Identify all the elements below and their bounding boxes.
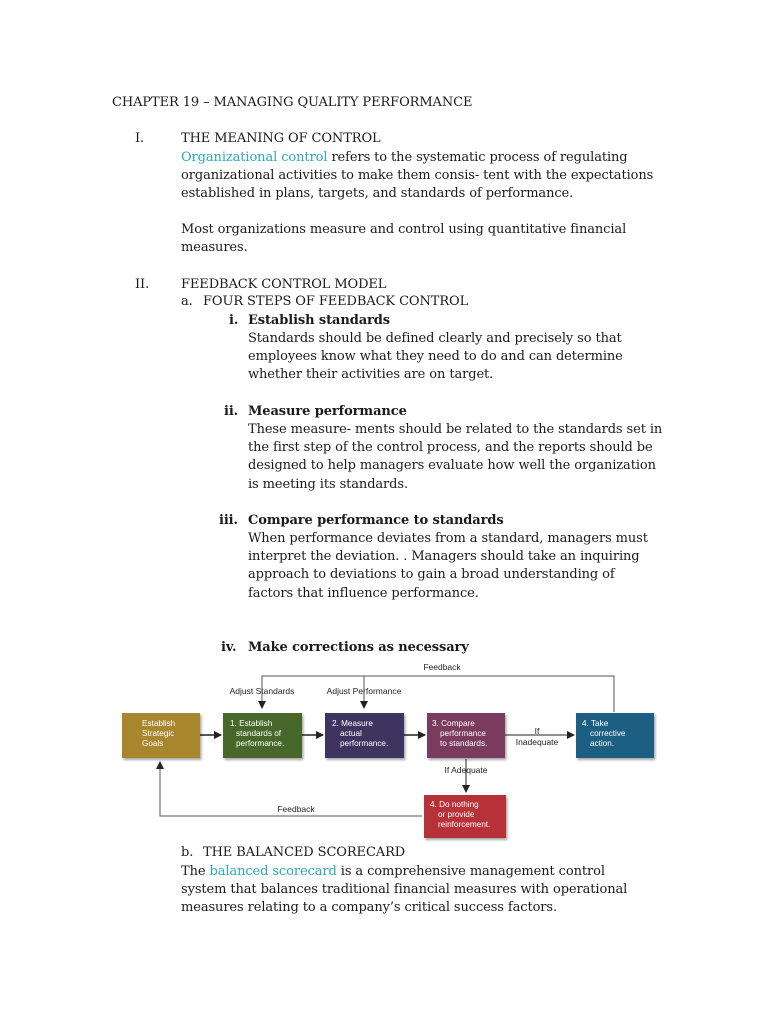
section-2-numeral: II. — [135, 277, 150, 292]
balanced-scorecard-term: balanced scorecard — [209, 864, 337, 879]
section-2-heading: FEEDBACK CONTROL MODEL — [181, 277, 387, 292]
svg-text:4. Do nothingor providereinfor: 4. Do nothing or provide reinforcement. — [430, 800, 491, 829]
box-strategic-goals — [122, 713, 200, 758]
section-1-paragraph-2: Most organizations measure and control using quantitative financial measures. — [181, 222, 627, 256]
svg-text:3. Compareperformanceto standa: 3. Compare performance to standards. — [432, 719, 488, 748]
organizational-control-term: Organizational control — [181, 150, 328, 165]
svg-text:4. Takecorrectiveaction.: 4. Take corrective action. — [582, 719, 626, 748]
if-label: If — [534, 726, 540, 736]
step-4-numeral: iv. — [221, 640, 237, 655]
svg-text:2. Measureactualperformance.: 2. Measure actual performance. — [332, 719, 389, 748]
step-1-numeral: i. — [229, 313, 239, 328]
feedback-top-label: Feedback — [423, 662, 461, 672]
balanced-scorecard-definition: The balanced scorecard is a comprehensive management control system that balances traditional financial measures with operational measures relating to a company’s critical success factors. — [181, 864, 628, 916]
svg-text:EstablishStrategicGoals: Establish Strategic Goals — [142, 719, 176, 748]
box-take-corrective-action — [576, 713, 654, 758]
section-1-definition: Organizational control refers to the systematic process of regulating organizational activities to make them consis- tent with the expectations established in plans, targets, and standards of performance. — [181, 150, 654, 202]
feedback-bottom-label: Feedback — [277, 804, 315, 814]
if-adequate-label: If Adequate — [444, 765, 488, 775]
step-3-body: When performance deviates from a standard, managers must interpret the deviation. . Managers should take an inquiring approach to deviations to gain a broad understanding of factors that influence performance. — [248, 531, 648, 601]
subsection-b-heading: THE BALANCED SCORECARD — [203, 845, 406, 860]
svg-text:1. Establishstandards ofperfor: 1. Establish standards of performance. — [230, 719, 285, 748]
step-1-title: Establish standards — [248, 313, 390, 328]
section-1-heading: THE MEANING OF CONTROL — [181, 131, 381, 146]
step-2-title: Measure performance — [248, 404, 407, 419]
subsection-a-letter: a. — [181, 294, 193, 309]
step-4-title: Make corrections as necessary — [248, 640, 469, 655]
box-do-nothing — [424, 795, 506, 838]
step-1-body: Standards should be defined clearly and precisely so that employees know what they need to do and can determine whether their activities are on target. — [248, 331, 623, 383]
step-3-numeral: iii. — [219, 513, 238, 528]
subsection-a-heading: FOUR STEPS OF FEEDBACK CONTROL — [203, 294, 469, 309]
chapter-title: CHAPTER 19 – MANAGING QUALITY PERFORMANCE — [112, 95, 473, 110]
adjust-performance-label: Adjust Performance — [326, 686, 402, 696]
section-1-numeral: I. — [135, 131, 145, 146]
subsection-b-letter: b. — [181, 845, 194, 860]
step-2-numeral: ii. — [224, 404, 239, 419]
step-2-body: These measure- ments should be related to the standards set in the first step of the control process, and the reports should be designed to help managers evaluate how well the organization is meeting its standards. — [248, 422, 663, 492]
box-establish-standards — [223, 713, 302, 758]
box-measure-performance — [325, 713, 404, 758]
box-compare-performance — [427, 713, 505, 758]
feedback-top-line — [262, 676, 614, 712]
step-3-title: Compare performance to standards — [248, 513, 504, 528]
inadequate-label: Inadequate — [515, 737, 559, 747]
adjust-standards-label: Adjust Standards — [229, 686, 295, 696]
